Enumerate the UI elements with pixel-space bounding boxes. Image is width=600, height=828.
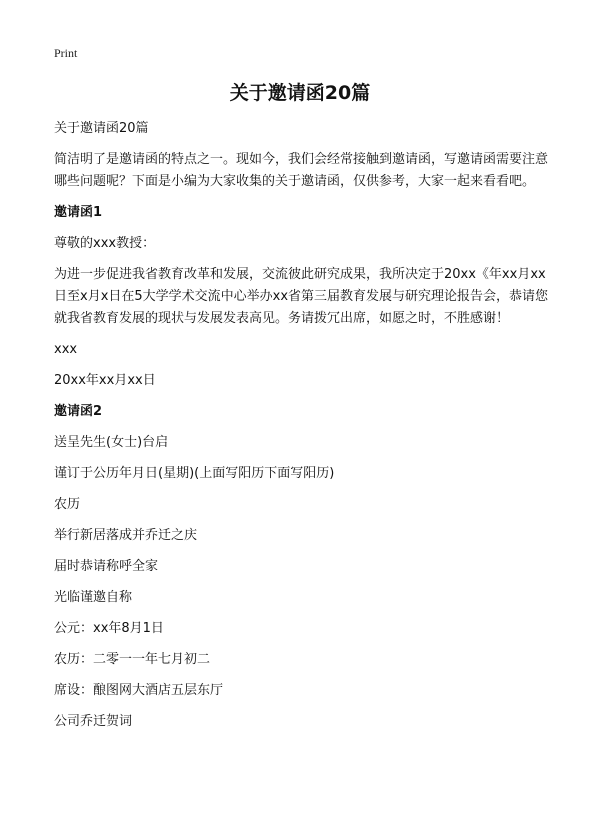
text-line: 公元：xx年8月1日	[54, 621, 164, 636]
document-subtitle: 关于邀请函20篇	[54, 121, 149, 136]
document-title: 关于邀请函20篇	[229, 82, 371, 104]
print-link[interactable]: Print	[54, 46, 78, 60]
text-line: 举行新居落成并乔迁之庆	[54, 528, 198, 543]
text-line: 届时恭请称呼全家	[54, 559, 159, 574]
intro-paragraph: 简洁明了是邀请函的特点之一。现如今，我们会经常接触到邀请函，写邀请函需要注意哪些问题呢？下面是小编为大家收集的关于邀请函，仅供参考，大家一起来看看吧。	[54, 152, 549, 189]
text-line: 席设：酿图网大酒店五层东厅	[54, 683, 224, 698]
section-heading-1: 邀请函1	[54, 205, 103, 220]
text-line: 农历：二零一一年七月初二	[54, 652, 211, 667]
text-line: 光临谨邀自称	[54, 590, 133, 605]
letter-date: 20xx年xx月xx日	[54, 373, 156, 388]
invitation-paragraph: 为进一步促进我省教育改革和发展，交流彼此研究成果，我所决定于20xx《年xx月xx日至x月x日在5大学学术交流中心举办xx省第三届教育发展与研究理论报告会，恭请您就我省教育发展的现状与发展发表高见。务请拨冗出席，如愿之时，不胜感谢！	[54, 267, 549, 326]
section-heading-2: 邀请函2	[54, 404, 103, 419]
text-line: 农历	[54, 497, 81, 512]
text-line: 送呈先生(女士)台启	[54, 435, 169, 450]
signature: xxx	[54, 342, 78, 357]
document-body	[54, 118, 550, 733]
salutation: 尊敬的xxx教授：	[54, 236, 156, 251]
text-line: 谨订于公历年月日(星期)(上面写阳历下面写阳历)	[54, 466, 335, 481]
text-line: 公司乔迁贺词	[54, 714, 133, 729]
